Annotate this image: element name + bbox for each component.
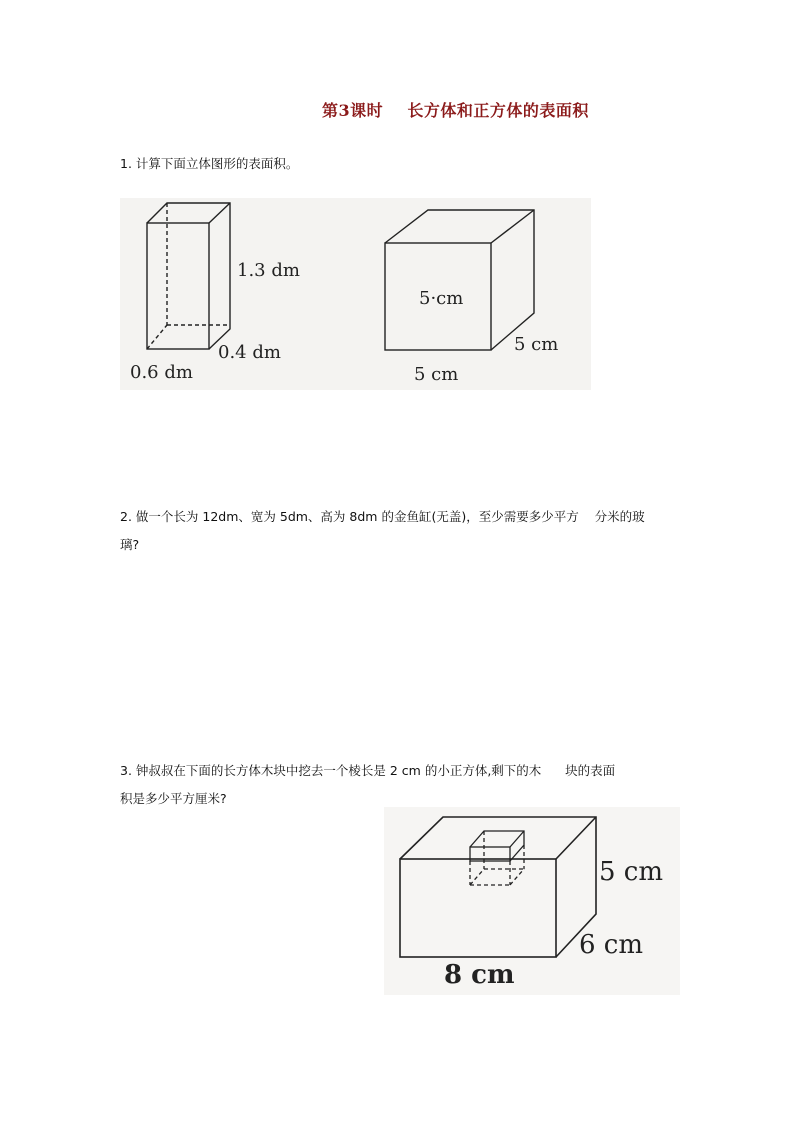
- cube-front-label: 5·cm: [419, 288, 464, 309]
- block-height-label: 5 cm: [599, 857, 664, 887]
- block-drawing: [400, 817, 596, 957]
- question-3-line-1: 3. 钟叔叔在下面的长方体木块中挖去一个棱长是 2 cm 的小正方体,剩下的木 块的表面: [120, 763, 616, 778]
- cuboid-hidden-edges: [147, 203, 230, 349]
- question-2-text: [120, 503, 680, 559]
- question-3-text: [120, 757, 680, 813]
- page-title: 第3课时 长方体和正方体的表面积: [322, 101, 589, 120]
- cube-bottom-label: 5 cm: [414, 364, 459, 385]
- question-3-figure: [384, 807, 680, 995]
- question-3-line-2: 积是多少平方厘米?: [120, 791, 227, 806]
- question-2-line-1: 2. 做一个长为 12dm、宽为 5dm、高为 8dm 的金鱼缸(无盖)，至少需要多少平方 分米的玻: [120, 509, 645, 524]
- question-1-text: 1. 计算下面立体图形的表面积。: [120, 156, 299, 171]
- block-top-side-edges: [400, 817, 596, 957]
- cube-side-label: 5 cm: [514, 334, 559, 355]
- question-1-figure: [120, 198, 591, 390]
- cube-hole-drawing: [470, 831, 524, 885]
- cube-top-side-edges: [385, 210, 534, 350]
- cuboid-height-label: 1.3 dm: [237, 260, 300, 281]
- cuboid-drawing: [147, 203, 230, 349]
- cuboid-width-label: 0.4 dm: [218, 342, 281, 363]
- cuboid-length-label: 0.6 dm: [130, 362, 193, 383]
- cube-drawing: [385, 210, 534, 350]
- block-front-face: [400, 859, 556, 957]
- question-2-line-2: 璃?: [120, 537, 140, 552]
- block-width-label: 6 cm: [579, 930, 644, 960]
- cuboid-front-face: [147, 223, 209, 349]
- block-length-label: 8 cm: [444, 960, 515, 990]
- cuboid-top-side-edges: [147, 203, 230, 349]
